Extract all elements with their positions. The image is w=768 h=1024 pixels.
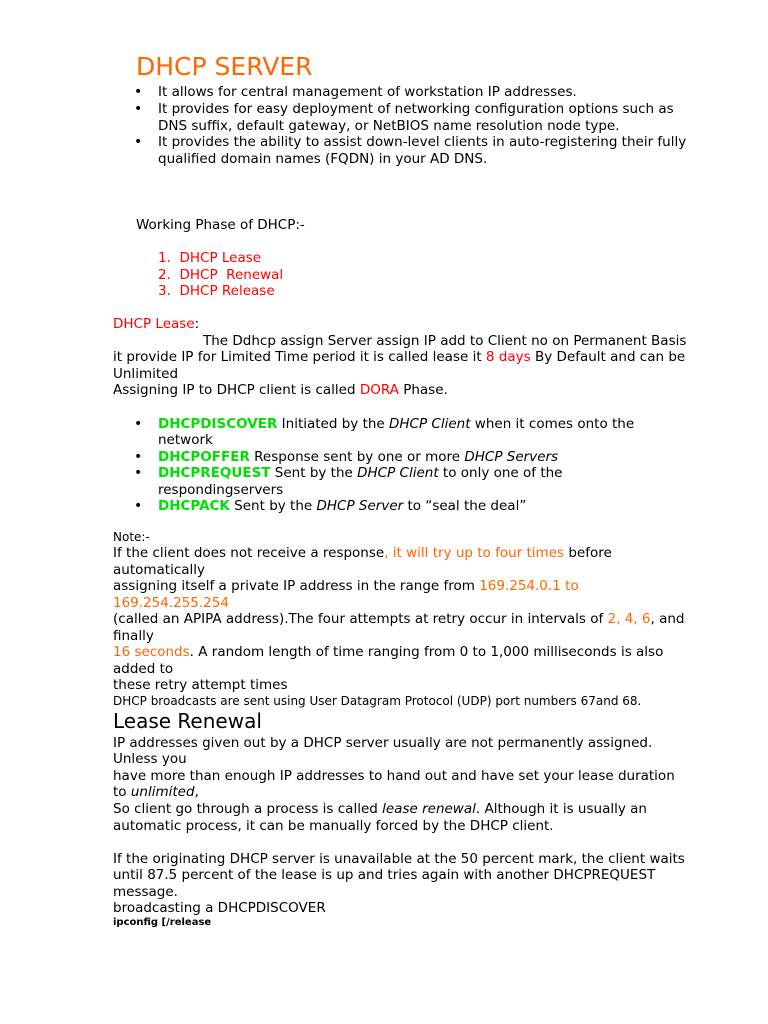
renewal-line: IP addresses given out by a DHCP server usually are not permanently assigned. <box>113 735 653 751</box>
renewal-line <box>113 801 647 818</box>
phase-item <box>158 267 283 284</box>
phase-label: DHCP Renewal <box>179 267 284 283</box>
list-item-continuation: DNS suffix, default gateway, or NetBIOS name resolution node type. <box>158 118 620 134</box>
lease-days: 8 days <box>485 349 531 365</box>
dora-text: Initiated by the <box>277 416 390 432</box>
bullet-icon: • <box>134 465 143 481</box>
dora-text: to “seal the deal” <box>403 498 527 514</box>
note-line <box>113 611 684 628</box>
bullet-icon: • <box>134 449 143 465</box>
dora-actor: DHCP Server <box>316 498 404 514</box>
lease-label: DHCP Lease <box>113 316 195 332</box>
note-highlight: , it will try up to four times <box>384 545 565 561</box>
renewal-line: Unless you <box>113 751 187 767</box>
note-line: these retry attempt times <box>113 677 288 693</box>
list-item <box>158 498 526 515</box>
lease-text: Phase. <box>398 382 448 398</box>
note-line <box>113 644 663 661</box>
note-highlight: 2, 4, 6 <box>607 611 651 627</box>
dora-text: Response sent by one or more <box>249 449 465 465</box>
renewal-line: If the originating DHCP server is unavailable at the 50 percent mark, the client waits <box>113 851 685 867</box>
note-line: automatically <box>113 562 206 578</box>
renewal-line: until 87.5 percent of the lease is up and tries again with another DHCPREQUEST <box>113 867 656 883</box>
bullet-icon: • <box>134 84 143 100</box>
note-text: before <box>564 545 612 561</box>
note-text: . A random length of time ranging from 0 to 1,000 milliseconds is also <box>189 644 664 660</box>
section-heading: Lease Renewal <box>113 709 262 733</box>
renewal-line: message. <box>113 884 178 900</box>
dora-term: DHCPREQUEST <box>158 465 271 481</box>
renewal-line: broadcasting a DHCPDISCOVER <box>113 900 326 916</box>
page-title: DHCP SERVER <box>136 52 313 81</box>
phase-number: 2. <box>158 267 171 283</box>
phase-number: 3. <box>158 283 171 299</box>
renewal-line: have more than enough IP addresses to hand out and have set your lease duration <box>113 768 675 784</box>
list-item: It provides for easy deployment of networking configuration options such as <box>158 101 674 117</box>
bullet-icon: • <box>134 134 143 150</box>
renewal-text: to <box>113 784 131 800</box>
list-item-continuation: network <box>158 432 213 448</box>
dora-text: to only one of the <box>438 465 563 481</box>
lease-heading <box>113 316 199 333</box>
dora-label: DORA <box>359 382 399 398</box>
lease-text-line: Unlimited <box>113 366 179 382</box>
dora-actor: DHCP Client <box>357 465 439 481</box>
list-item: It allows for central management of workstation IP addresses. <box>158 84 577 100</box>
dora-text: Sent by the <box>229 498 317 514</box>
dora-term: DHCPOFFER <box>158 449 250 465</box>
phase-item <box>158 250 261 267</box>
renewal-line <box>113 784 199 801</box>
note-line: 169.254.255.254 <box>113 595 229 611</box>
renewal-text: So client go through a process is called <box>113 801 383 817</box>
renewal-emphasis: unlimited <box>130 784 195 800</box>
list-item <box>158 416 634 433</box>
list-item-continuation: respondingservers <box>158 482 284 498</box>
bullet-icon: • <box>134 101 143 117</box>
phase-label: DHCP Lease <box>179 250 262 266</box>
renewal-text: , <box>194 784 199 800</box>
lease-colon: : <box>194 316 200 332</box>
lease-text-line: The Ddhcp assign Server assign IP add to Client no on Permanent Basis <box>203 333 687 349</box>
renewal-line: automatic process, it can be manually forced by the DHCP client. <box>113 818 554 834</box>
note-line: finally <box>113 628 154 644</box>
dora-term: DHCPACK <box>158 498 230 514</box>
note-text: assigning itself a private IP address in the range from <box>113 578 480 594</box>
note-label: Note:- <box>113 530 150 544</box>
list-item: It provides the ability to assist down-level clients in auto-registering their fully <box>158 134 687 150</box>
dora-term: DHCPDISCOVER <box>158 416 278 432</box>
list-item <box>158 449 558 466</box>
dora-actor: DHCP Servers <box>464 449 559 465</box>
renewal-text: . Although it is usually an <box>475 801 647 817</box>
lease-text: Assigning IP to DHCP client is called <box>113 382 360 398</box>
note-text: , and <box>650 611 685 627</box>
note-line <box>113 545 612 562</box>
dora-text: when it comes onto the <box>470 416 635 432</box>
note-highlight: 169.254.0.1 to <box>479 578 579 594</box>
working-phase-heading: Working Phase of DHCP:- <box>136 217 305 233</box>
dora-actor: DHCP Client <box>389 416 471 432</box>
note-text: If the client does not receive a response <box>113 545 385 561</box>
bullet-icon: • <box>134 416 143 432</box>
note-line: DHCP broadcasts are sent using User Datagram Protocol (UDP) port numbers 67and 68. <box>113 694 642 708</box>
list-item-continuation: qualified domain names (FQDN) in your AD DNS. <box>158 151 488 167</box>
lease-text-line <box>113 349 685 366</box>
lease-text: it provide IP for Limited Time period it is called lease it <box>113 349 486 365</box>
phase-item <box>158 283 275 300</box>
list-item <box>158 465 562 482</box>
renewal-emphasis: lease renewal <box>382 801 476 817</box>
lease-text: By Default and can be <box>530 349 686 365</box>
dora-text: Sent by the <box>270 465 358 481</box>
phase-label: DHCP Release <box>179 283 275 299</box>
command-text: ipconfig [/release <box>113 917 212 928</box>
note-highlight: 16 seconds <box>113 644 190 660</box>
note-line: added to <box>113 661 174 677</box>
bullet-icon: • <box>134 498 143 514</box>
note-line <box>113 578 579 595</box>
note-text: (called an APIPA address).The four attempts at retry occur in intervals of <box>113 611 608 627</box>
lease-text-line <box>113 382 448 399</box>
phase-number: 1. <box>158 250 171 266</box>
